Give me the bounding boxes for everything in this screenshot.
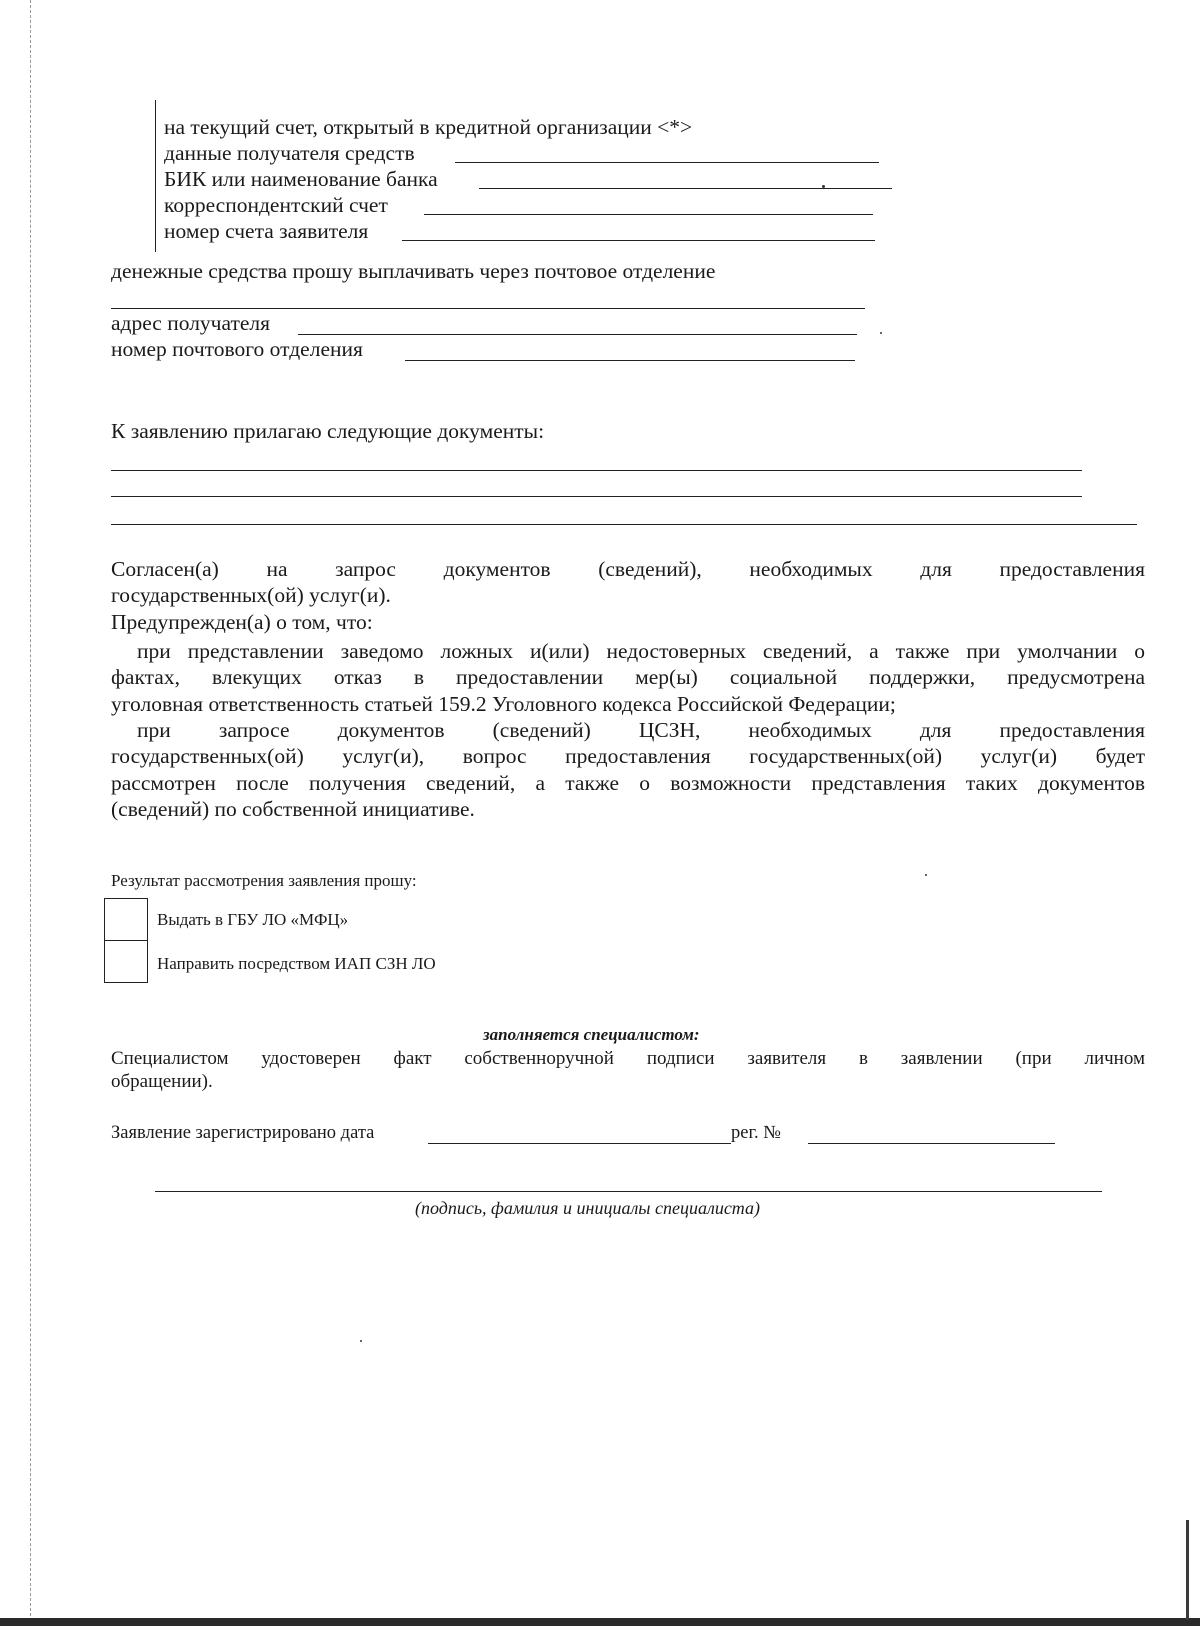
signature-caption: (подпись, фамилия и инициалы специалиста) xyxy=(415,1198,761,1218)
specialist-signature-field[interactable] xyxy=(155,1191,1102,1192)
post-office-name-field[interactable] xyxy=(111,308,865,309)
reg-number-field[interactable] xyxy=(808,1143,1055,1144)
registered-date-field[interactable] xyxy=(428,1143,731,1144)
warned-heading: Предупрежден(а) о том, что: xyxy=(111,609,373,634)
attachments-heading: К заявлению прилагаю следующие документы: xyxy=(111,419,545,443)
consent-paragraph xyxy=(111,556,1145,635)
post-office-number-label: номер почтового отделения xyxy=(111,337,363,361)
warning2-line-3: рассмотрен после получения сведений, а также о возможности представления таких документов xyxy=(111,770,1145,795)
recipient-address-field[interactable] xyxy=(298,334,857,335)
scan-speck xyxy=(925,874,927,876)
specialist-certified-paragraph xyxy=(111,1047,1145,1093)
scan-edge-right xyxy=(1186,1520,1189,1620)
registered-date-label: Заявление зарегистрировано дата xyxy=(111,1123,375,1143)
warning2-line-4: (сведений) по собственной инициативе. xyxy=(111,797,475,822)
scan-edge-bottom xyxy=(0,1618,1200,1626)
checkbox-send-via-iap[interactable] xyxy=(104,940,148,983)
scan-speck xyxy=(360,1340,362,1342)
result-heading: Результат рассмотрения заявления прошу: xyxy=(111,871,417,890)
recipient-data-label: данные получателя средств xyxy=(164,141,415,165)
consent-line-2: государственных(ой) услуг(и). xyxy=(111,583,391,608)
checkbox-issue-at-mfc[interactable] xyxy=(104,898,148,941)
bank-section-heading: на текущий счет, открытый в кредитной организации <*> xyxy=(164,115,693,139)
recipient-address-label: адрес получателя xyxy=(111,311,271,335)
warning-paragraph-1 xyxy=(111,638,1145,717)
recipient-data-field[interactable] xyxy=(455,162,879,163)
warning2-line-2: государственных(ой) услуг(и), вопрос предоставления государственных(ой) услуг(и) будет xyxy=(111,744,1145,769)
warning1-line-2: фактах, влекущих отказ в предоставлении мер(ы) социальной поддержки, предусмотрена xyxy=(111,665,1145,690)
scan-speck xyxy=(880,332,882,334)
warning1-line-3: уголовная ответственность статьей 159.2 Уголовного кодекса Российской Федерации; xyxy=(111,691,896,716)
scan-speck xyxy=(822,185,825,188)
specialist-heading: заполняется специалистом: xyxy=(483,1025,700,1044)
post-office-number-field[interactable] xyxy=(405,360,855,361)
option-send-via-iap-label: Направить посредством ИАП СЗН ЛО xyxy=(157,954,436,973)
certified-line-2: обращении). xyxy=(111,1071,213,1092)
attachments-line-1[interactable] xyxy=(111,470,1082,471)
bik-label: БИК или наименование банка xyxy=(164,167,438,191)
warning-paragraph-2 xyxy=(111,717,1145,823)
postal-section-heading: денежные средства прошу выплачивать через почтовое отделение xyxy=(111,259,716,283)
consent-line-1: Согласен(а) на запрос документов (сведений), необходимых для предоставления xyxy=(111,557,1145,581)
attachments-line-3[interactable] xyxy=(111,524,1137,525)
corr-account-label: корреспондентский счет xyxy=(164,193,388,217)
account-number-label: номер счета заявителя xyxy=(164,219,369,243)
corr-account-field[interactable] xyxy=(424,214,873,215)
warning2-line-1: при запросе документов (сведений) ЦСЗН, необходимых для предоставления xyxy=(137,718,1145,742)
warning1-line-1: при представлении заведомо ложных и(или) недостоверных сведений, а также при умолчании о xyxy=(137,639,1145,663)
option-issue-at-mfc-label: Выдать в ГБУ ЛО «МФЦ» xyxy=(157,910,349,929)
bik-field[interactable] xyxy=(479,188,892,189)
scan-edge-left xyxy=(30,0,31,1626)
bank-section-bracket xyxy=(155,100,156,252)
certified-line-1: Специалистом удостоверен факт собственноручной подписи заявителя в заявлении (при личном xyxy=(111,1048,1145,1069)
attachments-line-2[interactable] xyxy=(111,496,1082,497)
account-number-field[interactable] xyxy=(402,240,875,241)
reg-number-label: рег. № xyxy=(731,1123,781,1143)
